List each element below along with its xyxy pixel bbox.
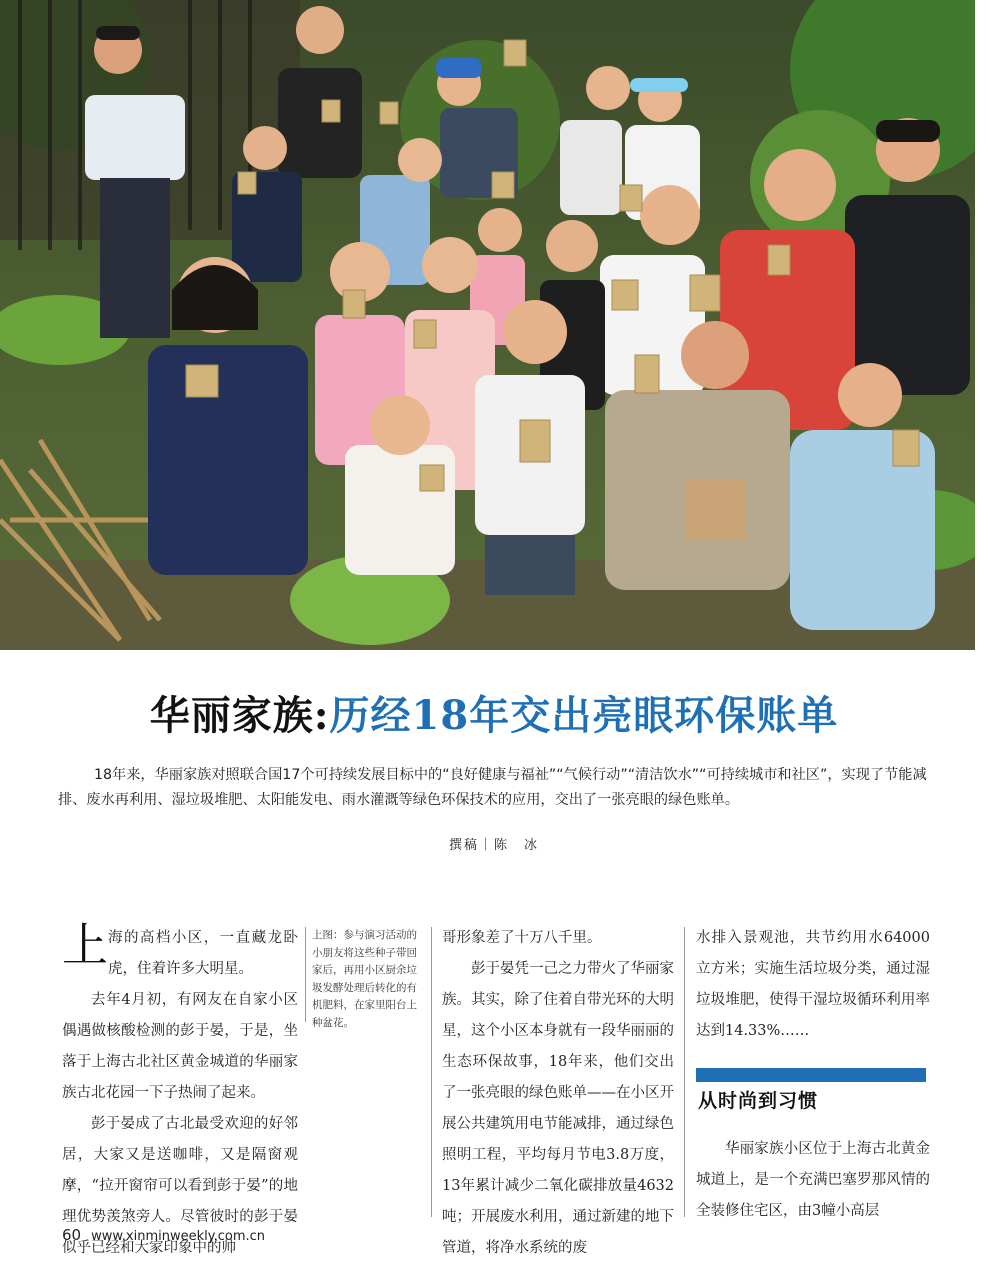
article-dek: 18年来，华丽家族对照联合国17个可持续发展目标中的“良好健康与福祉”“气候行动”“清洁饮水”“可持续城市和社区”，实现了节能减排、废水再利用、湿垃圾堆肥、太阳能发电、雨水灌溉等绿色环保技术的应用，交出了一张亮眼的绿色账单。 (58, 767, 927, 808)
page-footer (62, 1226, 265, 1244)
article-column-1 (62, 918, 298, 1264)
page-number: 60 (62, 1226, 82, 1244)
caption-divider-left (305, 927, 306, 1022)
article-paragraph: 彭于晏凭一己之力带火了华丽家族。其实，除了住着自带光环的大明星，这个小区本身就有一段华丽丽的生态环保故事，18年来，他们交出了一张亮眼的绿色账单——在小区开展公共建筑用电节能减排，通过绿色照明工程，平均每月节电3.8万度，13年累计减少二氧化碳排放量4632吨；开展废水利用，通过新建的地下管道，将净水系统的废 (442, 961, 674, 1256)
article-paragraph: 哥形象差了十万八千里。 (442, 930, 602, 946)
article-column-4-continued (696, 1134, 930, 1227)
article-column-4 (696, 923, 930, 1047)
column-divider (431, 927, 432, 1217)
article-column-3 (442, 923, 674, 1264)
section-heading: 从时尚到习惯 (698, 1090, 819, 1112)
article-paragraph: 彭于晏成了古北最受欢迎的好邻居，大家又是送咖啡，又是隔窗观摩，“拉开窗帘可以看到彭于晏”的地理优势羡煞旁人。尽管彼时的彭于晏似乎已经和大家印象中的帅 (62, 1116, 298, 1256)
photo-caption: 上图：参与演习活动的小朋友将这些种子带回家后，再用小区厨余垃圾发酵处理后转化的有机肥料，在家里阳台上种盆花。 (312, 929, 417, 1029)
section-accent-bar (696, 1068, 926, 1082)
article-paragraph: 去年4月初，有网友在自家小区偶遇做核酸检测的彭于晏，于是，坐落于上海古北社区黄金城道的华丽家族古北花园一下子热闹了起来。 (62, 992, 298, 1101)
paragraph-text: 海的高档小区，一直藏龙卧虎，住着许多大明星。 (108, 930, 298, 977)
drop-cap: 上 (62, 918, 108, 972)
website-url: www.xinminweekly.com.cn (91, 1229, 266, 1244)
article-paragraph: 华丽家族小区位于上海古北黄金城道上，是一个充满巴塞罗那风情的全装修住宅区，由3幢小高层 (696, 1141, 930, 1219)
article-paragraph: 水排入景观池，共节约用水64000立方米；实施生活垃圾分类，通过湿垃圾堆肥，使得干湿垃圾循环利用率达到14.33%…… (696, 930, 930, 1039)
headline-prefix: 华丽家族: (149, 692, 330, 739)
headline-main: 历经18年交出亮眼环保账单 (329, 692, 839, 739)
headline (0, 684, 988, 741)
column-divider (684, 927, 685, 1217)
article-paragraph (62, 918, 298, 985)
byline: 撰稿｜陈 冰 (448, 838, 539, 853)
